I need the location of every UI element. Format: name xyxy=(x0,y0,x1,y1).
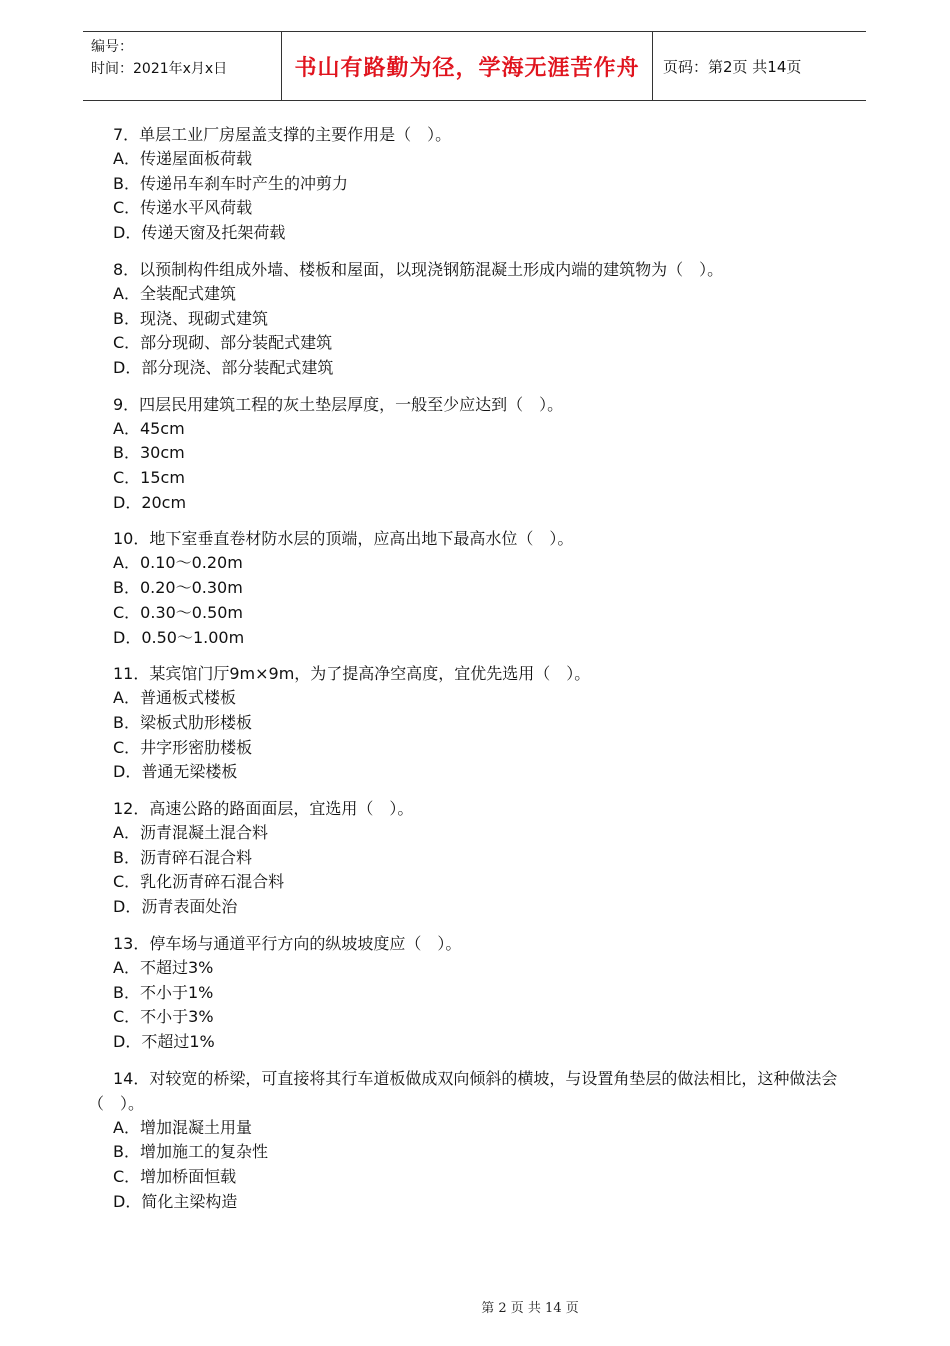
option-b: B．增加施工的复杂性 xyxy=(113,1142,268,1162)
question-9 xyxy=(88,392,878,516)
header-meta xyxy=(83,32,282,100)
question-14 xyxy=(88,1066,878,1215)
option-d: D．简化主梁构造 xyxy=(113,1191,238,1211)
question-13 xyxy=(88,931,878,1055)
option-c: C．0.30～0.50m xyxy=(113,602,244,622)
page-header xyxy=(83,31,866,101)
option-a: A．增加混凝土用量 xyxy=(113,1117,252,1137)
option-a: A．传递屋面板荷载 xyxy=(113,149,252,168)
question-8 xyxy=(88,257,878,381)
option-b: B．传递吊车刹车时产生的冲剪力 xyxy=(113,173,348,193)
option-b: B．0.20～0.30m xyxy=(113,578,243,598)
option-c: C．增加桥面恒载 xyxy=(113,1167,237,1187)
page-footer: 第 2 页 共 14 页 xyxy=(481,1301,579,1316)
option-a: A．全装配式建筑 xyxy=(113,283,236,303)
option-c: C．不小于3% xyxy=(113,1007,214,1027)
option-c: C．传递水平风荷载 xyxy=(113,198,253,218)
option-d: D．部分现浇、部分装配式建筑 xyxy=(113,357,334,377)
option-c: C．乳化沥青碎石混合料 xyxy=(113,872,285,892)
option-b: B．梁板式肋形楼板 xyxy=(113,712,252,732)
option-d: D．20cm xyxy=(113,492,187,512)
question-text: 7．单层工业厂房屋盖支撑的主要作用是（ ）。 xyxy=(113,125,452,144)
number-label: 编号： xyxy=(91,39,133,55)
option-d: D．传递天窗及托架荷载 xyxy=(113,223,286,243)
header-page-info: 页码：第2页 共14页 xyxy=(663,57,802,76)
option-c: C．井字形密肋楼板 xyxy=(113,737,253,757)
question-text: 11．某宾馆门厅9m×9m，为了提高净空高度，宜优先选用（ ）。 xyxy=(113,664,591,684)
option-a: A．普通板式楼板 xyxy=(113,688,236,708)
question-text: 14．对较宽的桥梁，可直接将其行车道板做成双向倾斜的横坡，与设置角垫层的做法相比，这种做法会（ ）。 xyxy=(88,1068,838,1113)
option-d: D．沥青表面处治 xyxy=(113,897,238,917)
option-a: A．不超过3% xyxy=(113,957,214,977)
question-list xyxy=(88,122,878,1226)
option-b: B．沥青碎石混合料 xyxy=(113,847,252,867)
question-text: 10．地下室垂直卷材防水层的顶端，应高出地下最高水位（ ）。 xyxy=(113,529,574,549)
question-text: 8．以预制构件组成外墙、楼板和屋面，以现浇钢筋混凝土形成内端的建筑物为（ ）。 xyxy=(113,259,724,279)
question-10 xyxy=(88,526,878,650)
question-text: 12．高速公路的路面面层，宜选用（ ）。 xyxy=(113,799,414,819)
header-motto: 书山有路勤为径，学海无涯苦作舟 xyxy=(282,32,653,100)
option-d: D．0.50～1.00m xyxy=(113,627,245,647)
option-a: A．45cm xyxy=(113,418,185,438)
option-d: D．普通无梁楼板 xyxy=(113,762,238,782)
option-c: C．15cm xyxy=(113,468,185,488)
option-b: B．现浇、现砌式建筑 xyxy=(113,308,268,328)
option-a: A．0.10～0.20m xyxy=(113,553,243,573)
question-text: 9．四层民用建筑工程的灰土垫层厚度，一般至少应达到（ ）。 xyxy=(113,394,564,414)
option-d: D．不超过1% xyxy=(113,1031,215,1051)
option-b: B．不小于1% xyxy=(113,982,214,1002)
option-c: C．部分现砌、部分装配式建筑 xyxy=(113,333,333,353)
question-7 xyxy=(88,122,878,246)
option-b: B．30cm xyxy=(113,443,185,463)
question-text: 13．停车场与通道平行方向的纵坡坡度应（ ）。 xyxy=(113,933,462,953)
question-12 xyxy=(88,796,878,920)
option-a: A．沥青混凝土混合料 xyxy=(113,823,268,843)
time-label: 时间：2021年x月x日 xyxy=(91,61,228,77)
question-11 xyxy=(88,661,878,785)
